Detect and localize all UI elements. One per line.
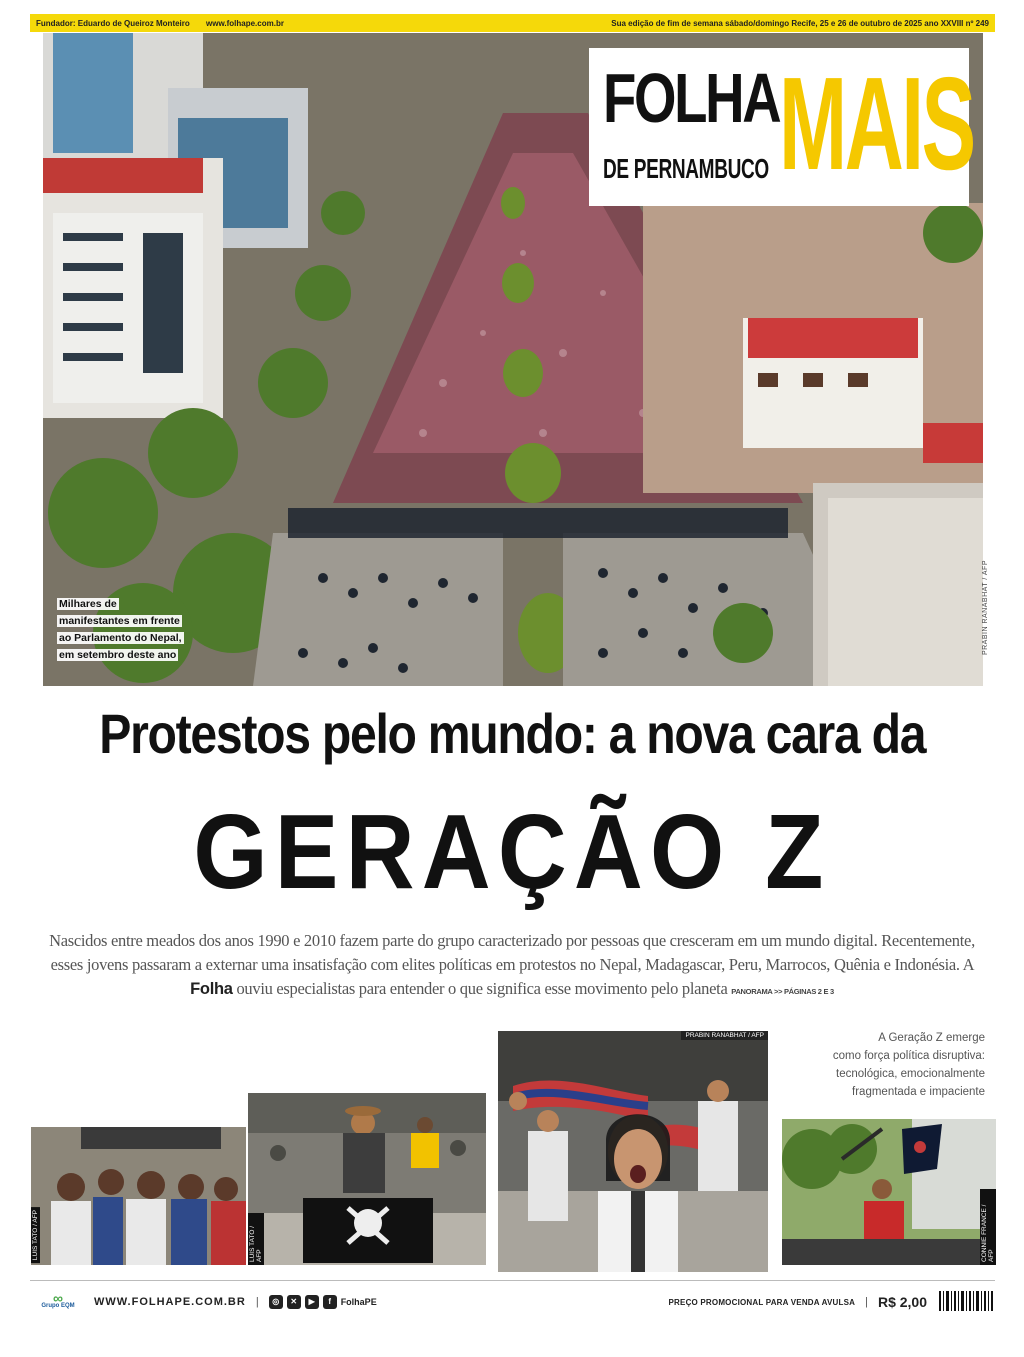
footer-divider — [30, 1280, 995, 1281]
photo-protesters-crowd — [31, 1127, 246, 1265]
hero-caption-line: manifestantes em frente — [59, 615, 180, 627]
social-handle[interactable]: FolhaPE — [340, 1297, 377, 1307]
lede-text-end: ouviu especialistas para entender o que significa esse movimento pelo planeta — [236, 979, 728, 998]
instagram-icon[interactable]: ◎ — [269, 1295, 283, 1309]
photo-credit: PRABIN RANABHAT / AFP — [681, 1031, 768, 1040]
hero-caption-line: em setembro deste ano — [59, 649, 177, 661]
headline-kicker-text: Protestos pelo mundo: a nova cara da — [98, 702, 925, 765]
photo-torch-illustration — [782, 1119, 996, 1265]
social-links — [269, 1295, 377, 1309]
footer-site-link[interactable]: WWW.FOLHAPE.COM.BR — [94, 1296, 246, 1308]
pull-quote-line: fragmentada e impaciente — [852, 1086, 985, 1098]
photo-flag-bearer — [248, 1093, 486, 1265]
cover-price: R$ 2,00 — [877, 1294, 927, 1310]
pull-quote — [797, 1029, 985, 1101]
pull-quote-line: como força política disruptiva: — [832, 1050, 985, 1062]
barcode — [937, 1289, 995, 1315]
headline-main — [0, 792, 1024, 912]
group-logo-text: Grupo EQM — [41, 1303, 75, 1309]
footer-separator: | — [255, 1296, 259, 1308]
lede-brand: Folha — [190, 980, 233, 998]
photo-credit: CONNIE FRANCE / AFP — [980, 1189, 996, 1265]
headline-main-text: GERAÇÃO Z — [193, 793, 831, 911]
facebook-icon[interactable]: f — [323, 1295, 337, 1309]
x-icon[interactable]: ✕ — [287, 1295, 301, 1309]
hero-caption-line: Milhares de — [59, 598, 117, 610]
photo-student-illustration — [498, 1031, 768, 1272]
hero-caption-line: ao Parlamento do Nepal, — [59, 632, 182, 644]
logo-mais: MAIS — [779, 50, 974, 197]
headline-kicker — [0, 699, 1024, 769]
site-text[interactable]: www.folhape.com.br — [206, 18, 284, 28]
youtube-icon[interactable]: ▶ — [305, 1295, 319, 1309]
price-note: PREÇO PROMOCIONAL PARA VENDA AVULSA — [668, 1297, 856, 1307]
photo-flag-illustration — [248, 1093, 486, 1265]
footer — [30, 1288, 995, 1316]
logo-folha: FOLHA — [603, 59, 780, 137]
barcode-graphic — [937, 1289, 995, 1315]
photo-credit: LUIS TATO / AFP — [31, 1207, 40, 1263]
group-logo-mark: ∞ — [53, 1290, 63, 1306]
hero-photo-credit: PRABIN RANABHAT / AFP — [982, 560, 989, 656]
edition-info: Sua edição de fim de semana sábado/domingo Recife, 25 e 26 de outubro de 2025 ano XXVIII nº 249 — [611, 18, 989, 28]
hero-caption — [57, 596, 207, 664]
pull-quote-line: A Geração Z emerge — [878, 1032, 985, 1044]
logo-subtitle: DE PERNAMBUCO — [603, 153, 769, 184]
group-logo[interactable] — [30, 1290, 86, 1310]
photo-torch-protester — [782, 1119, 996, 1265]
edition-bar — [30, 14, 995, 32]
footer-separator: | — [865, 1296, 868, 1308]
masthead-logo[interactable] — [589, 48, 974, 206]
pull-quote-line: tecnológica, emocionalmente — [836, 1068, 985, 1080]
photo-crowd-illustration — [31, 1127, 246, 1265]
photo-student-protester — [498, 1031, 768, 1272]
photo-credit: LUIS TATO / AFP — [248, 1213, 264, 1265]
lede-paragraph — [40, 929, 984, 1004]
page-reference[interactable]: PANORAMA >> PÁGINAS 2 E 3 — [731, 987, 834, 996]
lede-text: Nascidos entre meados dos anos 1990 e 2010 fazem parte do grupo caracterizado por pessoas que cresceram em um mundo digital. Recentemente, esses jovens passaram a externar uma insatisfação com elites políticas em protestos no Nepal, Madagascar, Peru, Marrocos, Quênia e Indonésia. A — [49, 931, 975, 974]
edition-bar-left — [36, 19, 298, 28]
founder-text: Fundador: Eduardo de Queiroz Monteiro — [36, 18, 190, 28]
